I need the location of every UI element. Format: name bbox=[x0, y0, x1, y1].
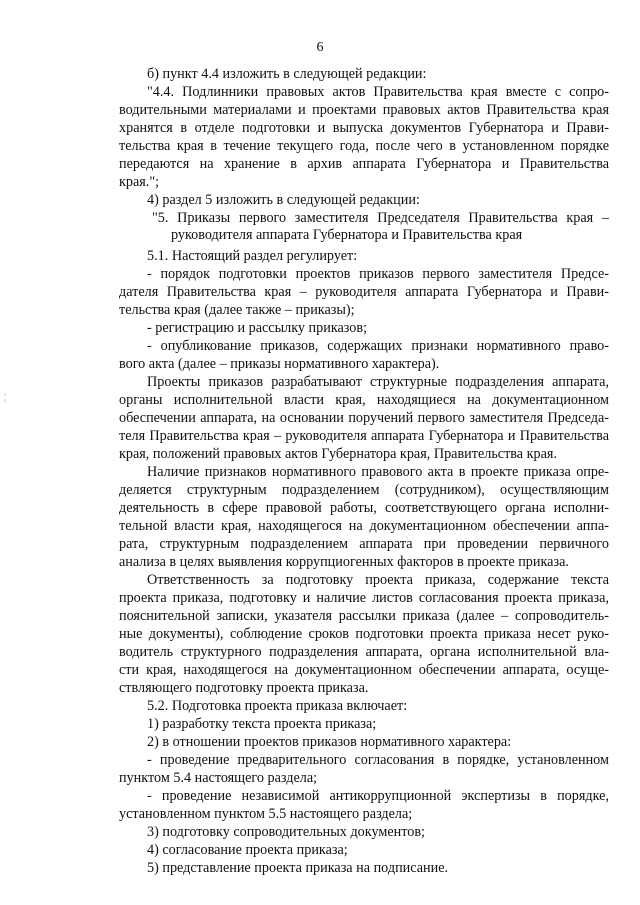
text-line: деятельность в сфере правовой работы, соответствующего органа исполни- bbox=[119, 500, 609, 516]
text-line: - опубликование приказов, содержащих признаки нормативного право- bbox=[147, 338, 609, 354]
text-line: пунктом 5.4 настоящего раздела; bbox=[119, 770, 318, 786]
text-line: Наличие признаков нормативного правового акта в проекте приказа опре- bbox=[147, 464, 609, 480]
text-line: водитель структурного подразделения аппарата, органа исполнительной вла- bbox=[119, 644, 609, 660]
text-line: 5.1. Настоящий раздел регулирует: bbox=[147, 248, 358, 264]
text-line: рата, структурным подразделением аппарата при проведении первичного bbox=[119, 536, 609, 552]
list-item: 1) разработку текста проекта приказа; bbox=[147, 716, 377, 732]
text-line: 4) раздел 5 изложить в следующей редакции: bbox=[147, 192, 420, 208]
text-line: Проекты приказов разрабатывают структурные подразделения аппарата, bbox=[147, 374, 609, 390]
list-item: 4) согласование проекта приказа; bbox=[147, 842, 348, 858]
text-line: - регистрацию и рассылку приказов; bbox=[147, 320, 368, 336]
text-line: края, положений правовых актов Губернатора края, Правительства края. bbox=[119, 446, 558, 462]
section-heading: "5. Приказы первого заместителя Председателя Правительства края – bbox=[152, 210, 609, 226]
text-line: сти края, находящегося на документационном обеспечении аппарата, осуще- bbox=[119, 662, 609, 678]
text-line: анализа в целях выявления коррупциогенных факторов в проекте приказа. bbox=[119, 554, 569, 570]
text-line: органы исполнительной власти края, находящиеся на документационном bbox=[119, 392, 609, 408]
text-line: "4.4. Подлинники правовых актов Правительства края вместе с сопро- bbox=[147, 84, 609, 100]
list-item: 5) представление проекта приказа на подписание. bbox=[147, 860, 449, 876]
list-item: - проведение предварительного согласования в порядке, установленном bbox=[147, 752, 609, 768]
text-line: ные документы), соблюдение сроков подготовки проекта приказа несет руко- bbox=[119, 626, 609, 642]
text-line: хранятся в отделе подготовки и выпуска документов Губернатора и Прави- bbox=[119, 120, 609, 136]
page-number: 6 bbox=[316, 40, 324, 55]
list-item: 3) подготовку сопроводительных документов; bbox=[147, 824, 425, 840]
text-line: тельства края (далее также – приказы); bbox=[119, 302, 355, 318]
text-line: теля Правительства края – руководителя аппарата Губернатора и Правительства bbox=[119, 428, 609, 444]
text-line: края."; bbox=[119, 174, 160, 190]
text-line: тельства края в течение текущего года, после чего в установленном порядке bbox=[119, 138, 609, 154]
text-line: проекта приказа, подготовку и наличие листов согласования проекта приказа, bbox=[119, 590, 609, 606]
text-line: Ответственность за подготовку проекта приказа, содержание текста bbox=[147, 572, 609, 588]
text-line: обеспечении аппарата, на основании поручений первого заместителя Председа- bbox=[119, 410, 609, 426]
list-item: - проведение независимой антикоррупционной экспертизы в порядке, bbox=[147, 788, 609, 804]
text-line: водительными материалами и проектами правовых актов Правительства края bbox=[119, 102, 609, 118]
text-line: б) пункт 4.4 изложить в следующей редакции: bbox=[147, 66, 427, 82]
text-line: тельной власти края, находящегося на документационном обеспечении аппа- bbox=[119, 518, 609, 534]
text-line: - порядок подготовки проектов приказов первого заместителя Предсе- bbox=[147, 266, 609, 282]
list-item: 2) в отношении проектов приказов нормативного характера: bbox=[147, 734, 512, 750]
text-line: вого акта (далее – приказы нормативного характера). bbox=[119, 356, 440, 372]
text-line: дателя Правительства края – руководителя аппарата Губернатора и Прави- bbox=[119, 284, 609, 300]
section-heading: руководителя аппарата Губернатора и Правительства края bbox=[171, 227, 523, 243]
text-line: передаются на хранение в архив аппарата Губернатора и Правительства bbox=[119, 156, 609, 172]
text-line: установленном пунктом 5.5 настоящего раздела; bbox=[119, 806, 413, 822]
text-line: пояснительной записки, указателя рассылки приказа (далее – сопроводитель- bbox=[119, 608, 609, 624]
margin-mark: ¦ bbox=[4, 392, 7, 403]
text-line: 5.2. Подготовка проекта приказа включает: bbox=[147, 698, 408, 714]
text-line: ствляющего подготовку проекта приказа. bbox=[119, 680, 369, 696]
text-line: деляется структурным подразделением (сотрудником), осуществляющим bbox=[119, 482, 609, 498]
